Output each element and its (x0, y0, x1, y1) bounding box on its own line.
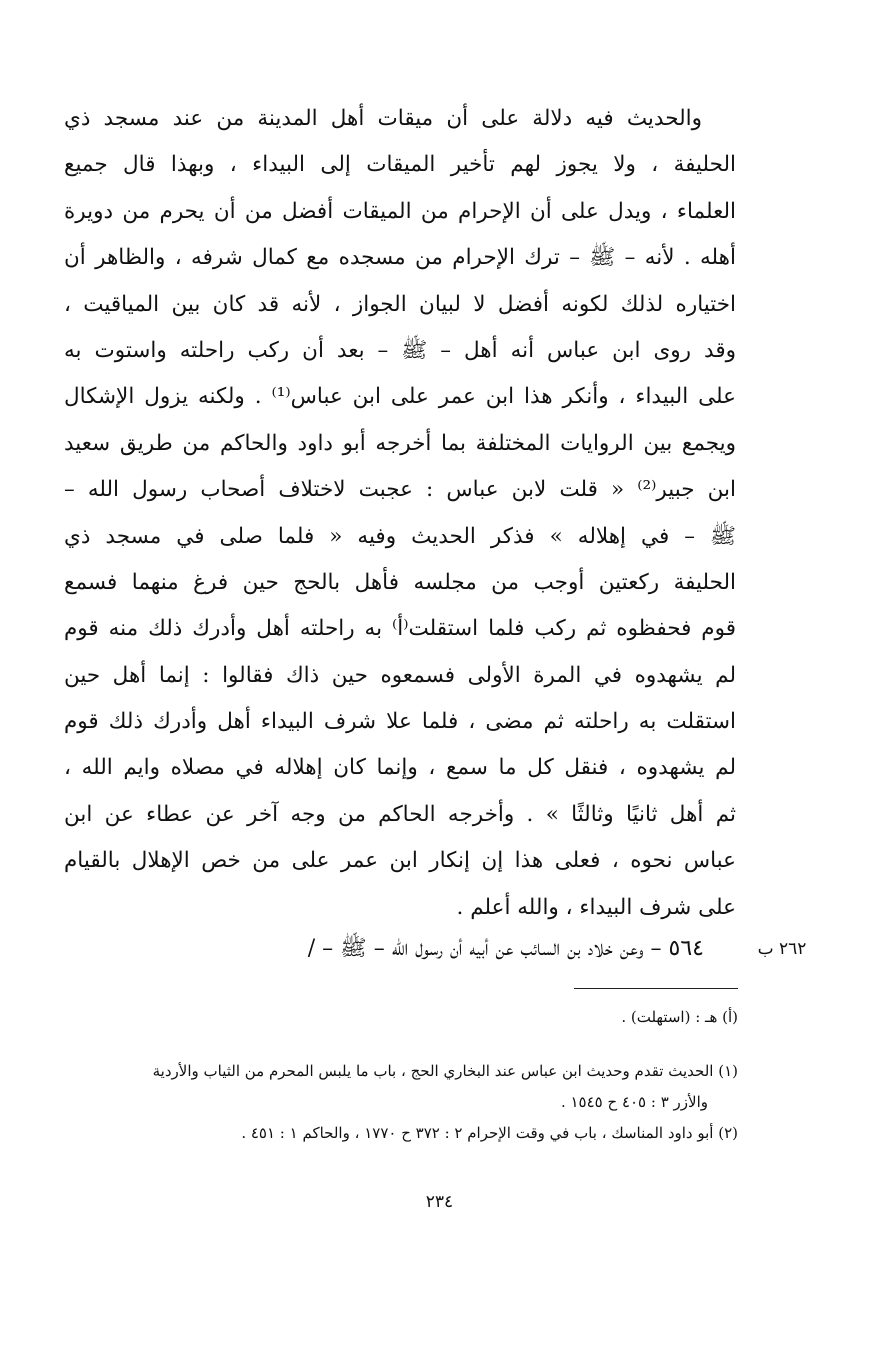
body-line: على شرف البيداء ، والله أعلم . (456, 894, 736, 920)
footnote-2: (٢) أبو داود المناسك ، باب في وقت الإحرام ٢ : ٣٧٢ ح ١٧٧٠ ، والحاكم ١ : ٤٥١ . (241, 1124, 738, 1142)
page-number: ٢٣٤ (425, 1192, 454, 1212)
footnote-divider (574, 988, 738, 989)
body-line: ويجمع بين الروايات المختلفة بما أخرجه أبو داود والحاكم من طريق سعيد (64, 430, 736, 456)
main-text-body (64, 96, 736, 931)
body-line: على البيداء ، وأنكر هذا ابن عمر على ابن عباس⁽¹⁾ . ولكنه يزول الإشكال (64, 384, 736, 410)
body-line: أهله . لأنه – ﷺ – ترك الإحرام من مسجده مع كمال شرفه ، والظاهر أن (64, 245, 736, 271)
body-line: لم يشهدوه في المرة الأولى فسمعوه حين ذاك فقالوا : إنما أهل حين (64, 662, 736, 688)
body-line: الحليفة ، ولا يجوز لهم تأخير الميقات إلى البيداء ، وبهذا قال جميع (64, 152, 736, 178)
body-line: ثم أهل ثانيًا وثالثًا » . وأخرجه الحاكم من وجه آخر عن عطاء عن ابن (64, 801, 736, 827)
body-line: ابن جبير⁽²⁾ « قلت لابن عباس : عجبت لاختلاف أصحاب رسول الله – (64, 477, 736, 503)
body-line: ﷺ – في إهلاله » فذكر الحديث وفيه « فلما صلى في مسجد ذي (64, 523, 736, 549)
variant-footnote: (أ) هـ : (استهلت) . (621, 1008, 738, 1026)
body-line: والحديث فيه دلالة على أن ميقات أهل المدينة من عند مسجد ذي (64, 106, 702, 131)
hadith-564-line: ٥٦٤ – وعن خلاد بن السائب عن أبيه أن رسول الله – ﷺ – / (307, 936, 704, 961)
body-line: وقد روى ابن عباس أنه أهل – ﷺ – بعد أن ركب راحلته واستوت به (64, 337, 736, 363)
footnote-1-continuation: والأزر ٣ : ٤٠٥ ح ١٥٤٥ . (560, 1093, 708, 1111)
body-line: استقلت به راحلته ثم مضى ، فلما علا شرف البيداء أهل وأدرك ذلك قوم (64, 709, 736, 735)
footnotes-section (60, 1002, 738, 1149)
body-line: لم يشهدوه ، فنقل كل ما سمع ، وإنما كان إهلاله في مصلاه وايم الله ، (64, 755, 736, 781)
body-line: الحليفة ركعتين أوجب من مجلسه فأهل بالحج حين فرغ منهما فسمع (64, 569, 736, 595)
body-line: قوم فحفظوه ثم ركب فلما استقلت⁽أ⁾ به راحلته أهل وأدرك ذلك منه قوم (64, 616, 736, 642)
body-line: اختياره لذلك لكونه أفضل لا لبيان الجواز ، لأنه قد كان بين المياقيت ، (64, 291, 736, 317)
manuscript-folio-marker: ٢٦٢ ب (757, 939, 807, 959)
footnote-1: (١) الحديث تقدم وحديث ابن عباس عند البخاري الحج ، باب ما يلبس المحرم من الثياب والأردية (152, 1062, 738, 1080)
body-line: العلماء ، ويدل على أن الإحرام من الميقات أفضل من أن يحرم من دويرة (64, 198, 736, 224)
body-line: عباس نحوه ، فعلى هذا إن إنكار ابن عمر على من خص الإهلال بالقيام (64, 848, 736, 874)
